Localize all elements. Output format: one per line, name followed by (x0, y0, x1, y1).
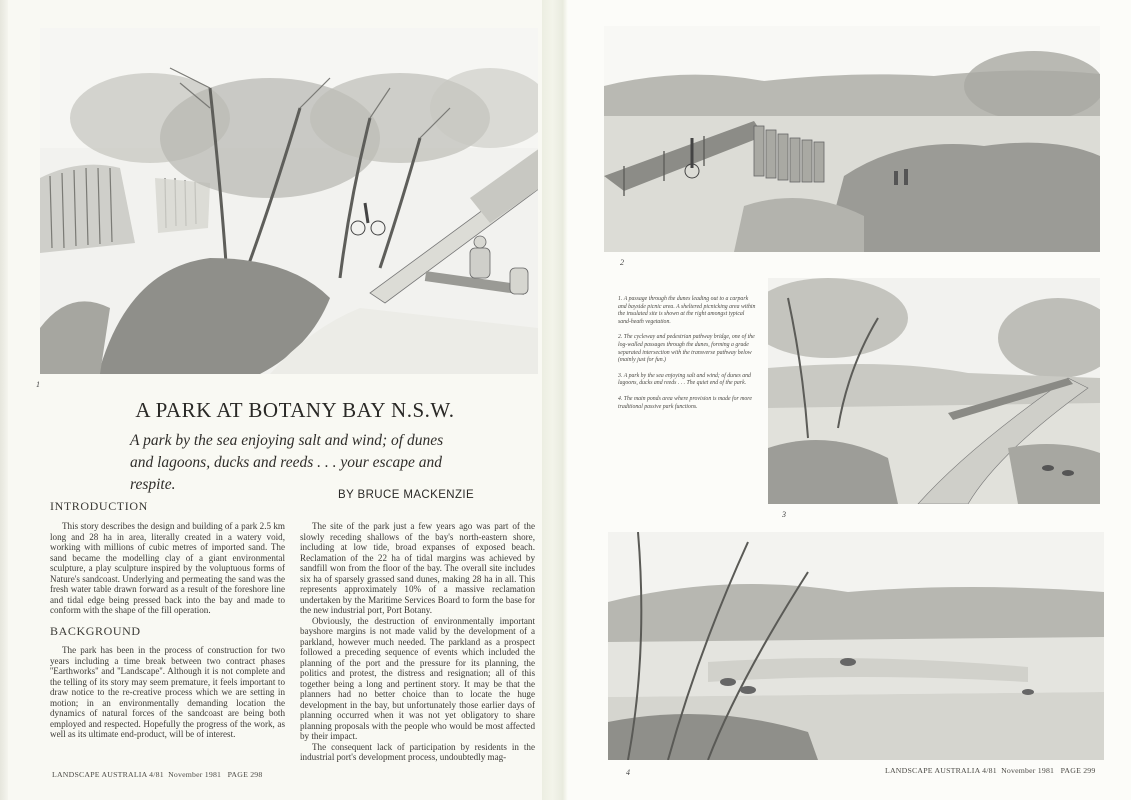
page-footer-right: LANDSCAPE AUSTRALIA 4/81 November 1981 PAGE 299 (885, 766, 1096, 775)
paragraph: The park has been in the process of construction for two years including a time break between two contract phases ''Earthworks'' and ''Landscape''. Although it is not complete and the telling of its story may seem premature, it feels important to draw notice to the re-creative process which we are setting in motion; in an environmentally demanding location the dynamics of natural forces of the sandcoast are being both employed and respected. Hopefully the progress of the work, as well as its ultimate end-product, will be of interest. (50, 645, 285, 739)
sketch-illustration (768, 278, 1100, 504)
caption-3: 3. A park by the sea enjoying salt and wind; of dunes and lagoons, ducks and reeds . . . The quiet end of the park. (618, 372, 751, 387)
paragraph: Obviously, the destruction of environmentally important bayshore margins is not made valid by the development of a parkland, however much needed. The parkland as a prospect followed a preceding sequence of events which included the planning of the port and the pressure for its planning, the politics and protest, the distress and resignation; all of this together being a long and pertinent story. It may be that the planners had no better choice than to locate the huge development in the bay, but unfortunately those earlier days of planning occurred when it was not yet obligatory to share planning proposals with the people who would be most affected by their impact. (300, 615, 535, 741)
figure-4-sketch-main-ponds (608, 532, 1104, 760)
figure-4-number: 4 (626, 768, 630, 777)
figure-1-sketch-dune-passage (40, 28, 538, 374)
figure-2-sketch-cycleway-bridge (604, 26, 1100, 252)
introduction-text (50, 521, 285, 616)
book-spine (542, 0, 568, 800)
paragraph: The consequent lack of participation by residents in the industrial port's development process, undoubtedly mag- (300, 741, 535, 762)
paragraph: This story describes the design and building of a park 2.5 km long and 28 ha in area, literally created in a watery void, working with millions of cubic metres of imported sand. The sand became the modelling clay of a giant environmental sculpture, a play sculpture inspired by the voluptuous forms of Nature's sandcoast. Underlying and permeating the sand was the fresh water table drawn forward as a result of the foreshore line and tidal edge being pressed back into the bay and made to conform with the shape of the fill operation. (50, 521, 285, 615)
left-page (0, 0, 548, 800)
caption-1: 1. A passage through the dunes leading out to a carpark and bayside picnic area. A sheltered picnicking area within the insulated site is shown at the right amongst typical sand-heath vegetation. (618, 296, 756, 325)
page-footer-left: LANDSCAPE AUSTRALIA 4/81 November 1981 PAGE 298 (52, 770, 263, 779)
paragraph: The site of the park just a few years ago was part of the slowly receding shallows of the bay's north-eastern shore, including at low tide, broad expanses of exposed beach. Reclamation of the 22 ha of tidal margins was achieved by sandfill won from the floor of the bay. The overall site includes six ha of sparsely grassed sand dunes, making 28 ha in all. This represents approximately 10% of a massive reclamation undertaken by the Maritime Services Board to form the base for the new industrial port, Port Botany. (300, 521, 535, 615)
figure-3-number: 3 (782, 510, 786, 519)
figure-captions (618, 296, 758, 419)
article-byline: BY BRUCE MACKENZIE (338, 489, 475, 501)
sketch-illustration (40, 28, 538, 374)
figure-3-sketch-quiet-end (768, 278, 1100, 504)
article-title: A PARK AT BOTANY BAY N.S.W. (135, 398, 455, 422)
background-text (50, 645, 285, 740)
sketch-illustration (608, 532, 1104, 760)
column-2-text (300, 521, 535, 763)
heading-background: BACKGROUND (50, 624, 141, 638)
caption-4: 4. The main ponds area where provision is made for more traditional passive park functions. (618, 395, 752, 410)
right-page (568, 0, 1131, 800)
sketch-illustration (604, 26, 1100, 252)
heading-introduction: INTRODUCTION (50, 499, 148, 513)
caption-2: 2. The cycleway and pedestrian pathway bridge, one of the log-walled passages through the dunes, forming a grade separated intersection with the transverse pathway below (mainly just for fun.) (618, 334, 755, 364)
article-subtitle: A park by the sea enjoying salt and wind; of dunes and lagoons, ducks and reeds . . . your escape and respite. (130, 432, 444, 493)
figure-2-number: 2 (620, 258, 624, 267)
figure-1-number: 1 (36, 380, 40, 389)
